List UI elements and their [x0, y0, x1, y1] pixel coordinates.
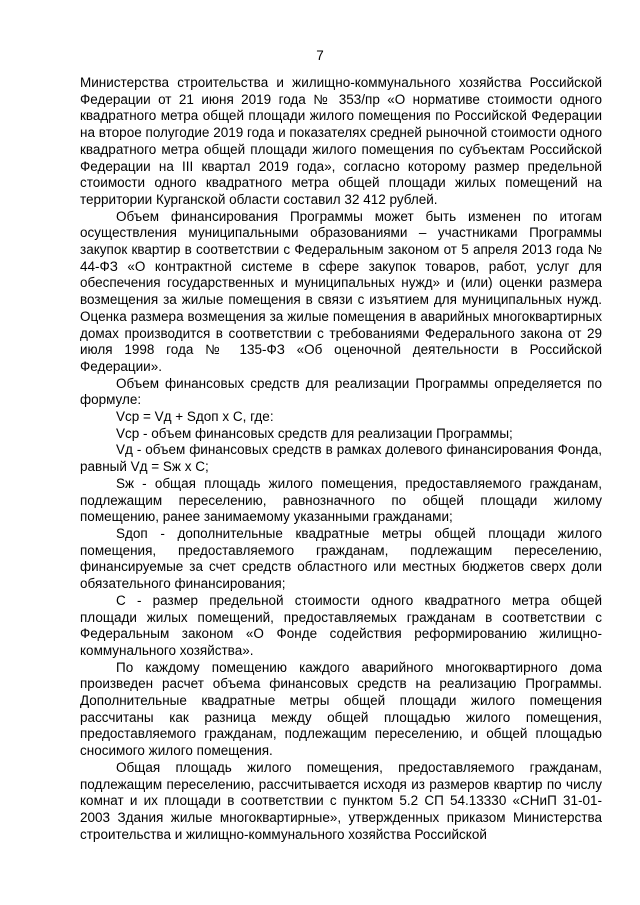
page-number: 7	[316, 48, 324, 63]
formula: Vср = Vд + Sдоп х С, где:	[116, 409, 274, 425]
definition-c: С - размер предельной стоимости одного квадратного метра общей площади жилых помещений, предоставляемых гражданам в соответствии с Федеральным законом «О Фонде содействия реформированию жилищно-коммунального хозяйства».	[80, 592, 602, 658]
definition-vsr: Vср - объем финансовых средств для реализации Программы;	[116, 425, 513, 441]
paragraph-calculation: По каждому помещению каждого аварийного многоквартирного дома произведен расчет объема финансовых средств на реализацию Программы. Дополнительные квадратные метры общей площади жилого помещения рассчитаны как разница между общей площадью жилого помещения, предоставляемого гражданам, подлежащим переселению, и общей площадью сносимого жилого помещения.	[80, 659, 602, 759]
paragraph-total-area: Общая площадь жилого помещения, предоставляемого гражданам, подлежащим переселению, рассчитывается исходя из размеров квартир по числу комнат и их площади в соответствии с пунктом 5.2 СП 54.13330 «СНиП 31-01-2003 Здания жилые многоквартирные», утвержденных приказом Министерства строительства и жилищно-коммунального хозяйства Российской	[80, 759, 602, 842]
paragraph-funding-volume: Объем финансирования Программы может быть изменен по итогам осуществления муниципальными образованиями – участниками Программы закупок квартир в соответствии с Федеральным законом от 5 апреля 2013 года № 44-ФЗ «О контрактной системе в сфере закупок товаров, работ, услуг для обеспечения государственных и муниципальных нужд» и (или) оценки размера возмещения за жилые помещения в связи с изъятием для муниципальных нужд. Оценка размера возмещения за жилые помещения в аварийных многоквартирных домах производится в соответствии с требованиями Федерального закона от 29 июля 1998 года № 135-ФЗ «Об оценочной деятельности в Российской Федерации».	[80, 208, 602, 374]
definition-vd: Vд - объем финансовых средств в рамках долевого финансирования Фонда, равный Vд = Sж х С;	[80, 442, 602, 475]
definition-sdop: Sдоп - дополнительные квадратные метры общей площади жилого помещения, предоставляемого гражданам, подлежащим переселению, финансируемые за счет средств областного или местных бюджетов сверх доли обязательного финансирования;	[80, 525, 602, 592]
paragraph-1-continuation: Министерства строительства и жилищно-коммунального хозяйства Российской Федерации от 21 июня 2019 года № 353/пр «О нормативе стоимости одного квадратного метра общей площади жилого помещения по Российской Федерации на второе полугодие 2019 года и показателях средней рыночной стоимости одного квадратного метра общей площади жилого помещения по субъектам Российской Федерации на III квартал 2019 года», согласно которому размер предельной стоимости одного квадратного метра общей площади жилых помещений на территории Курганской области составил 32 412 рублей.	[80, 75, 602, 207]
paragraph-formula-intro: Объем финансовых средств для реализации Программы определяется по формуле:	[80, 375, 602, 408]
body-text	[80, 75, 602, 843]
definition-szh: Sж - общая площадь жилого помещения, предоставляемого гражданам, подлежащим переселению, равнозначного по общей площади жилому помещению, ранее занимаемому указанными гражданами;	[80, 475, 602, 525]
